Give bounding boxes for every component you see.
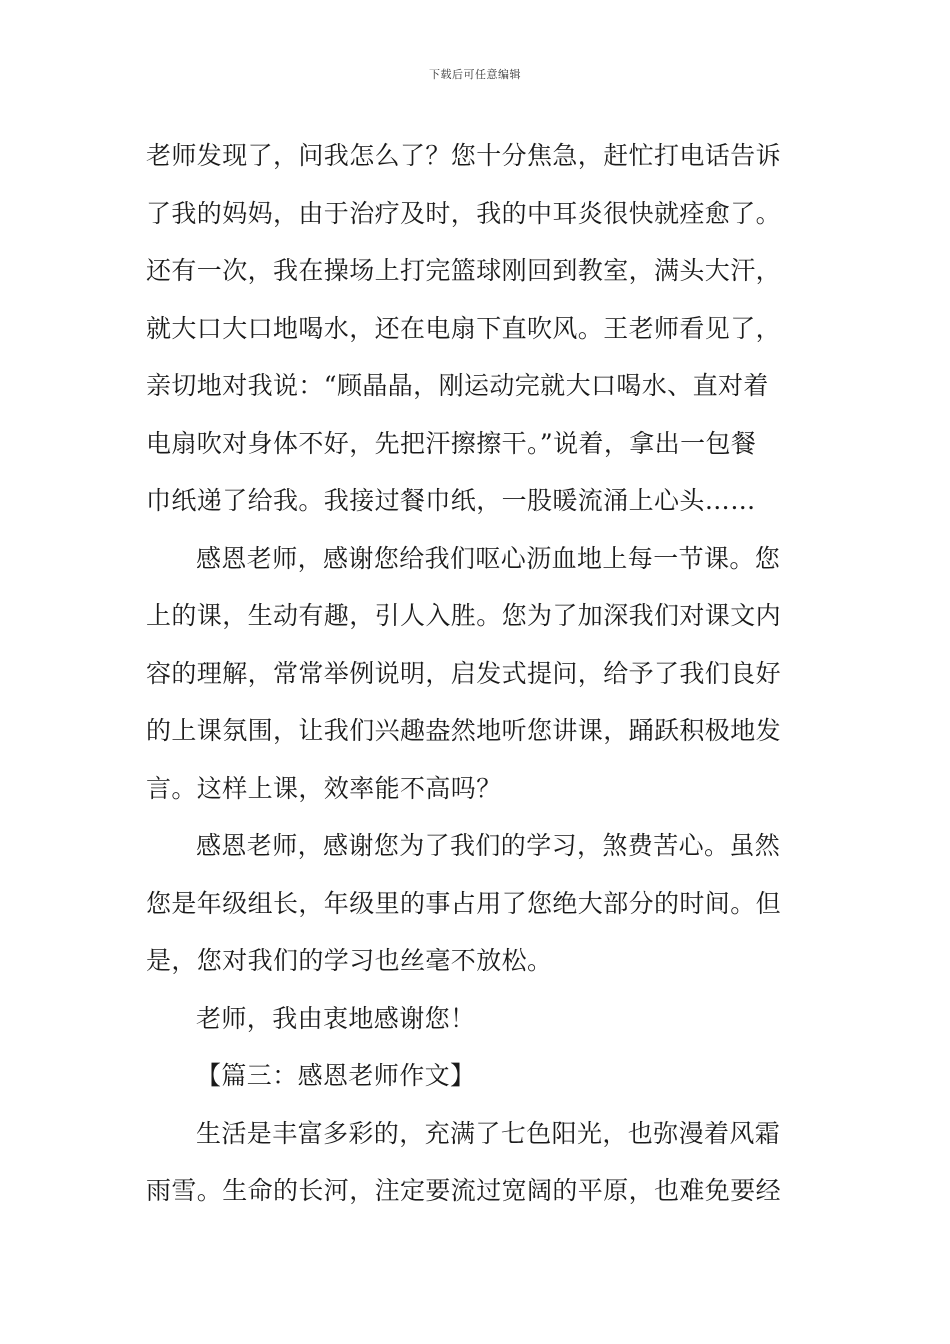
paragraph-start-line: 生活是丰富多彩的，充满了七色阳光，也弥漫着风霜 <box>196 1118 781 1148</box>
text-line: 了我的妈妈，由于治疗及时，我的中耳炎很快就痊愈了。 <box>146 198 782 228</box>
text-line: 就大口大口地喝水，还在电扇下直吹风。王老师看见了， <box>146 313 782 343</box>
page-header: 下载后可任意编辑 <box>429 68 521 81</box>
text-line: 老师发现了，问我怎么了？您十分焦急，赶忙打电话告诉 <box>146 141 782 170</box>
text-line: 容的理解，常常举例说明，启发式提问，给予了我们良好 <box>146 658 782 688</box>
section-heading: 【篇三：感恩老师作文】 <box>196 1061 476 1090</box>
text-line: 还有一次，我在操场上打完篮球刚回到教室，满头大汗， <box>146 256 782 285</box>
text-line: 亲切地对我说：“顾晶晶，刚运动完就大口喝水、直对着 <box>146 371 769 400</box>
text-line: 雨雪。生命的长河，注定要流过宽阔的平原，也难免要经 <box>146 1176 782 1205</box>
text-line: 电扇吹对身体不好，先把汗擦擦干。”说着，拿出一包餐 <box>146 428 757 458</box>
paragraph-start-line: 感恩老师，感谢您给我们呕心沥血地上每一节课。您 <box>196 543 781 573</box>
text-line: 的上课氛围，让我们兴趣盎然地听您讲课，踊跃积极地发 <box>146 716 782 745</box>
text-line: 您是年级组长，年级里的事占用了您绝大部分的时间。但 <box>146 888 782 918</box>
paragraph-start-line: 老师，我由衷地感谢您！ <box>196 1003 476 1033</box>
paragraph-start-line: 感恩老师，感谢您为了我们的学习，煞费苦心。虽然 <box>196 831 781 860</box>
text-line: 上的课，生动有趣，引人入胜。您为了加深我们对课文内 <box>146 601 782 630</box>
text-line: 巾纸递了给我。我接过餐巾纸，一股暖流涌上心头…… <box>146 486 756 515</box>
text-line: 言。这样上课，效率能不高吗？ <box>146 773 502 803</box>
document-body <box>146 127 806 1220</box>
text-line: 是，您对我们的学习也丝毫不放松。 <box>146 946 553 975</box>
